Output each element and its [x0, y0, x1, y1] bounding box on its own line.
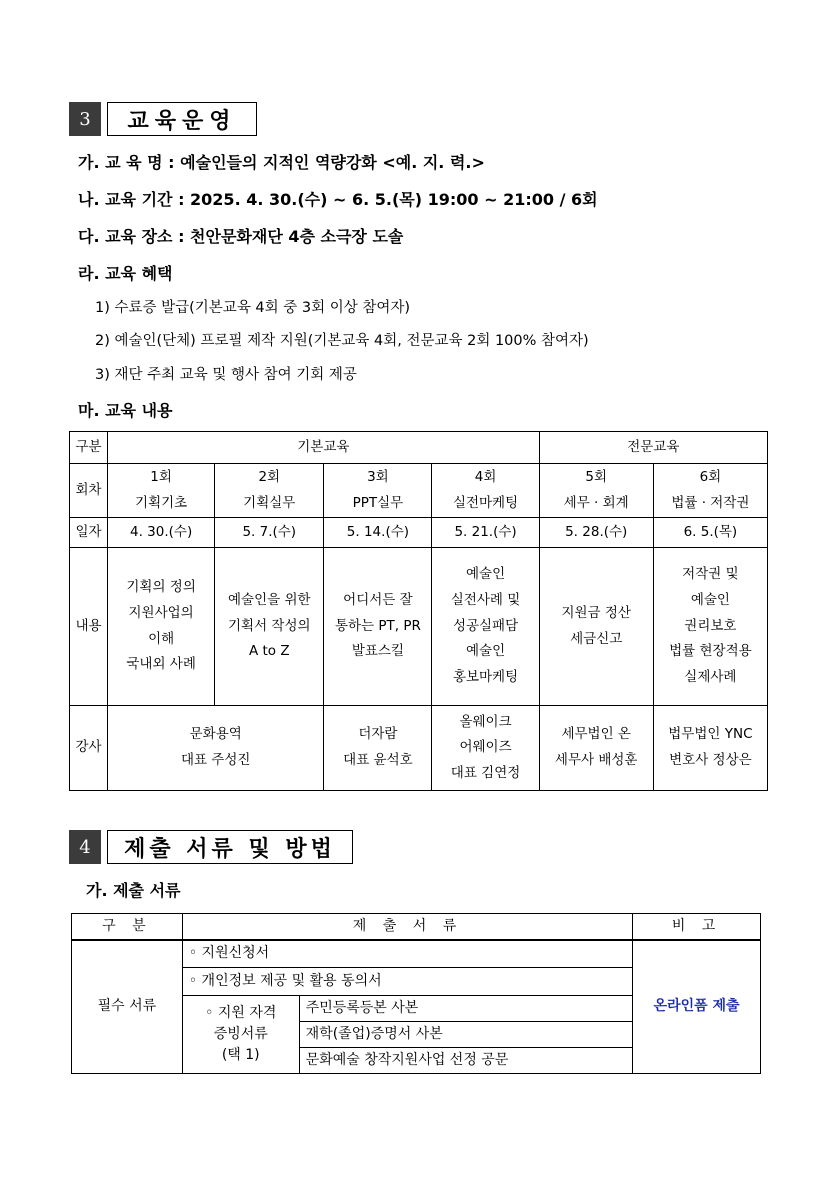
- header-basic: 기본교육: [108, 432, 540, 464]
- content-cell: 저작권 및 예술인 권리보호 법률 현장적용 실제사례: [653, 548, 767, 706]
- section4-subtitle: 가. 제출 서류: [86, 881, 181, 900]
- section4-header: [69, 830, 353, 864]
- teacher-cell: 올웨이크 어웨이즈 대표 김연정: [432, 706, 539, 791]
- edu-name-line: 가. 교 육 명 : 예술인들의 지적인 역량강화 <예. 지. 력.>: [78, 153, 485, 172]
- doc-item: ◦ 개인정보 제공 및 활용 동의서: [182, 968, 632, 996]
- benefit-item-1: 1) 수료증 발급(기본교육 4회 중 3회 이상 참여자): [95, 300, 411, 316]
- row-label-date: 일자: [70, 518, 108, 548]
- section3-title: 교육운영: [107, 102, 257, 136]
- row-label-content: 내용: [70, 548, 108, 706]
- note-cell: 온라인폼 제출: [633, 940, 761, 1074]
- date-cell: 5. 21.(수): [432, 518, 539, 548]
- session-cell: 5회 세무 · 회계: [539, 464, 653, 518]
- section3-number: 3: [69, 102, 101, 136]
- section3-header: [69, 102, 257, 136]
- row-label-session: 회차: [70, 464, 108, 518]
- teacher-cell: 세무법인 온 세무사 배성훈: [539, 706, 653, 791]
- content-cell: 어디서든 잘 통하는 PT, PR 발표스킬: [324, 548, 432, 706]
- content-cell: 예술인을 위한 기획서 작성의 A to Z: [215, 548, 324, 706]
- date-cell: 5. 14.(수): [324, 518, 432, 548]
- benefit-item-2: 2) 예술인(단체) 프로필 제작 지원(기본교육 4회, 전문교육 2회 100% 참여자): [95, 333, 589, 349]
- submission-documents-table: [71, 913, 761, 1074]
- section4-number: 4: [69, 830, 101, 864]
- row-label-teacher: 강사: [70, 706, 108, 791]
- benefit-item-3: 3) 재단 주최 교육 및 행사 참여 기회 제공: [95, 367, 357, 383]
- date-cell: 5. 7.(수): [215, 518, 324, 548]
- section4-title: 제출 서류 및 방법: [107, 830, 353, 864]
- session-cell: 3회 PPT실무: [324, 464, 432, 518]
- session-cell: 2회 기획실무: [215, 464, 324, 518]
- header-gubun: 구분: [70, 432, 108, 464]
- header-expert: 전문교육: [539, 432, 767, 464]
- date-cell: 4. 30.(수): [108, 518, 215, 548]
- edu-place-line: 다. 교육 장소 : 천안문화재단 4층 소극장 도솔: [78, 227, 404, 246]
- proof-option: 재학(졸업)증명서 사본: [299, 1022, 632, 1048]
- header-note: 비 고: [633, 914, 761, 940]
- education-schedule-table: [69, 431, 768, 791]
- proof-option: 문화예술 창작지원사업 선정 공문: [299, 1048, 632, 1074]
- session-cell: 1회 기획기초: [108, 464, 215, 518]
- date-cell: 5. 28.(수): [539, 518, 653, 548]
- teacher-cell: 법무법인 YNC 변호사 정상은: [653, 706, 767, 791]
- header-gubun: 구 분: [72, 914, 183, 940]
- edu-period-line: 나. 교육 기간 : 2025. 4. 30.(수) ~ 6. 5.(목) 19:00 ~ 21:00 / 6회: [78, 190, 598, 209]
- category-cell: 필수 서류: [72, 940, 183, 1074]
- teacher-cell: 문화용역 대표 주성진: [108, 706, 324, 791]
- proof-option: 주민등록등본 사본: [299, 996, 632, 1022]
- doc-item: ◦ 지원신청서: [182, 940, 632, 968]
- content-cell: 지원금 정산 세금신고: [539, 548, 653, 706]
- session-cell: 6회 법률 · 저작권: [653, 464, 767, 518]
- date-cell: 6. 5.(목): [653, 518, 767, 548]
- edu-benefit-title: 라. 교육 혜택: [78, 264, 173, 283]
- header-docs: 제 출 서 류: [182, 914, 632, 940]
- doc-item-proof: ◦ 지원 자격 증빙서류 (택 1): [182, 996, 299, 1074]
- session-cell: 4회 실전마케팅: [432, 464, 539, 518]
- content-cell: 예술인 실전사례 및 성공실패담 예술인 홍보마케팅: [432, 548, 539, 706]
- content-cell: 기획의 정의 지원사업의 이해 국내외 사례: [108, 548, 215, 706]
- teacher-cell: 더자람 대표 윤석호: [324, 706, 432, 791]
- edu-content-title: 마. 교육 내용: [78, 401, 173, 420]
